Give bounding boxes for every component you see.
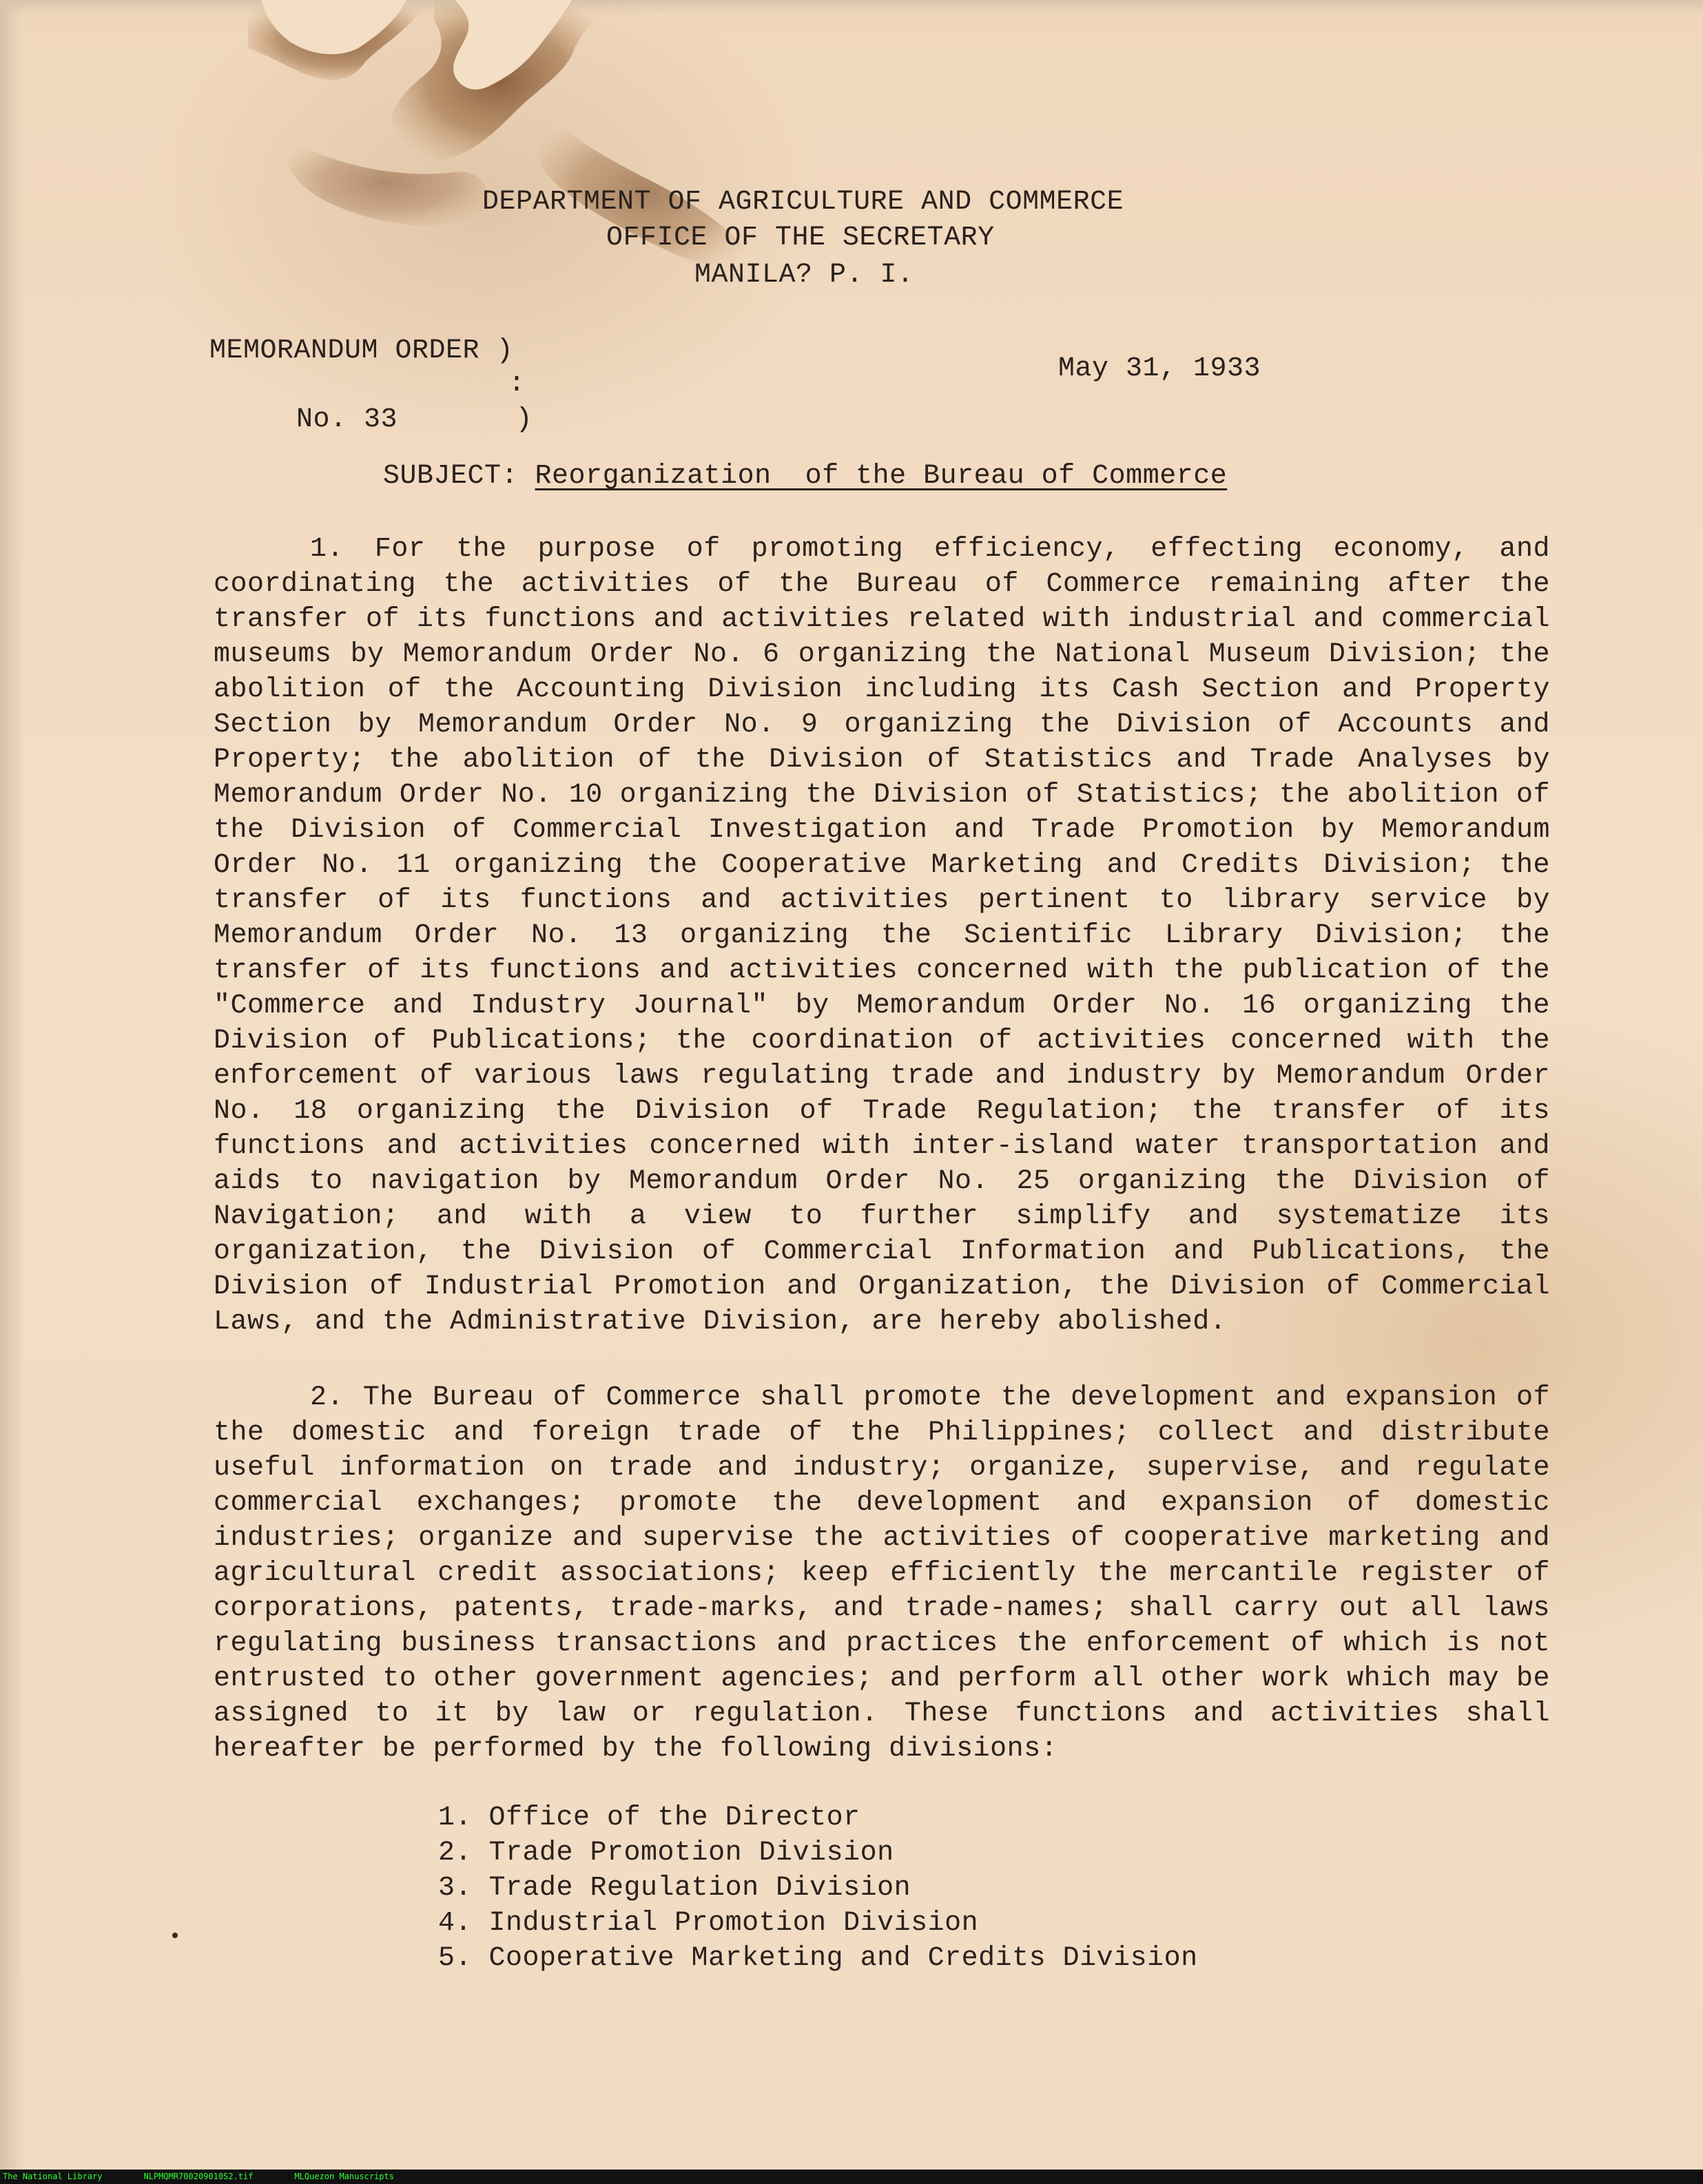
archive-footer [0,2170,1703,2184]
letterhead-department: DEPARTMENT OF AGRICULTURE AND COMMERCE [482,187,1124,218]
subject-text: Reorganization of the Bureau of Commerce [535,461,1228,492]
memo-date: May 31, 1933 [1058,353,1261,384]
footer-collection: MLQuezon Manuscripts [294,2172,394,2181]
paragraph-2: 2. The Bureau of Commerce shall promote the development and expansion of the domestic and foreign trade of the Philippines; collect and distribute useful information on trade and industry; organize, supervise, and regulate commercial exchanges; promote the development and expansion of domestic industries; organize and supervise the activities of cooperative marketing and agricultural credit associations; keep efficiently the mercantile register of corporations, patents, trade-marks, and trade-names; shall carry out all laws regulating business transactions and practices the enforcement of which is not entrusted to other government agencies; and perform all other work which may be assigned to it by law or regulation. These functions and activities shall hereafter be performed by the following divisions: [214,1382,1550,1765]
divisions-list [438,1800,1198,1976]
list-item: 2. Trade Promotion Division [438,1838,894,1869]
memo-order-label: MEMORANDUM ORDER ) [209,335,514,366]
letterhead-office: OFFICE OF THE SECRETARY [606,222,995,253]
ink-speck [172,1933,178,1938]
memo-number: No. 33 ) [296,404,533,435]
footer-file: NLPMQMR700209010S2.tif [143,2172,254,2181]
letterhead-location: MANILA? P. I. [694,260,914,291]
subject-label: SUBJECT: [383,461,535,492]
list-item: 1. Office of the Director [438,1802,860,1833]
paper-edge-left [0,0,23,2170]
subject-line [383,459,1227,495]
list-item: 5. Cooperative Marketing and Credits Division [438,1943,1198,1974]
footer-library: The National Library [3,2172,103,2181]
memo-colon: : [508,368,526,399]
list-item: 3. Trade Regulation Division [438,1873,911,1904]
list-item: 4. Industrial Promotion Division [438,1908,979,1939]
paragraph-1: 1. For the purpose of promoting efficiency, effecting economy, and coordinating the activities of the Bureau of Commerce remaining after the transfer of its functions and activities related with industrial and commercial museums by Memorandum Order No. 6 organizing the National Museum Division; the abolition of the Accounting Division including its Cash Section and Property Section by Memorandum Order No. 9 organizing the Division of Accounts and Property; the abolition of the Division of Statistics and Trade Analyses by Memorandum Order No. 10 organizing the Division of Statistics; the abolition of the Division of Commercial Investigation and Trade Promotion by Memorandum Order No. 11 organizing the Cooperative Marketing and Credits Division; the transfer of its functions and activities pertinent to library service by Memorandum Order No. 13 organizing the Scientific Library Division; the transfer of its functions and activities concerned with the publication of the "Commerce and Industry Journal" by Memorandum Order No. 16 organizing the Division of Publications; the coordination of activities concerned with the enforcement of various laws regulating trade and industry by Memorandum Order No. 18 organizing the Division of Trade Regulation; the transfer of its functions and activities concerned with inter-island water transportation and aids to navigation by Memorandum Order No. 25 organizing the Division of Navigation; and with a view to further simplify and systematize its organization, the Division of Commercial Information and Publications, the Division of Industrial Promotion and Organization, the Division of Commercial Laws, and the Administrative Division, are hereby abolished. [214,534,1550,1338]
